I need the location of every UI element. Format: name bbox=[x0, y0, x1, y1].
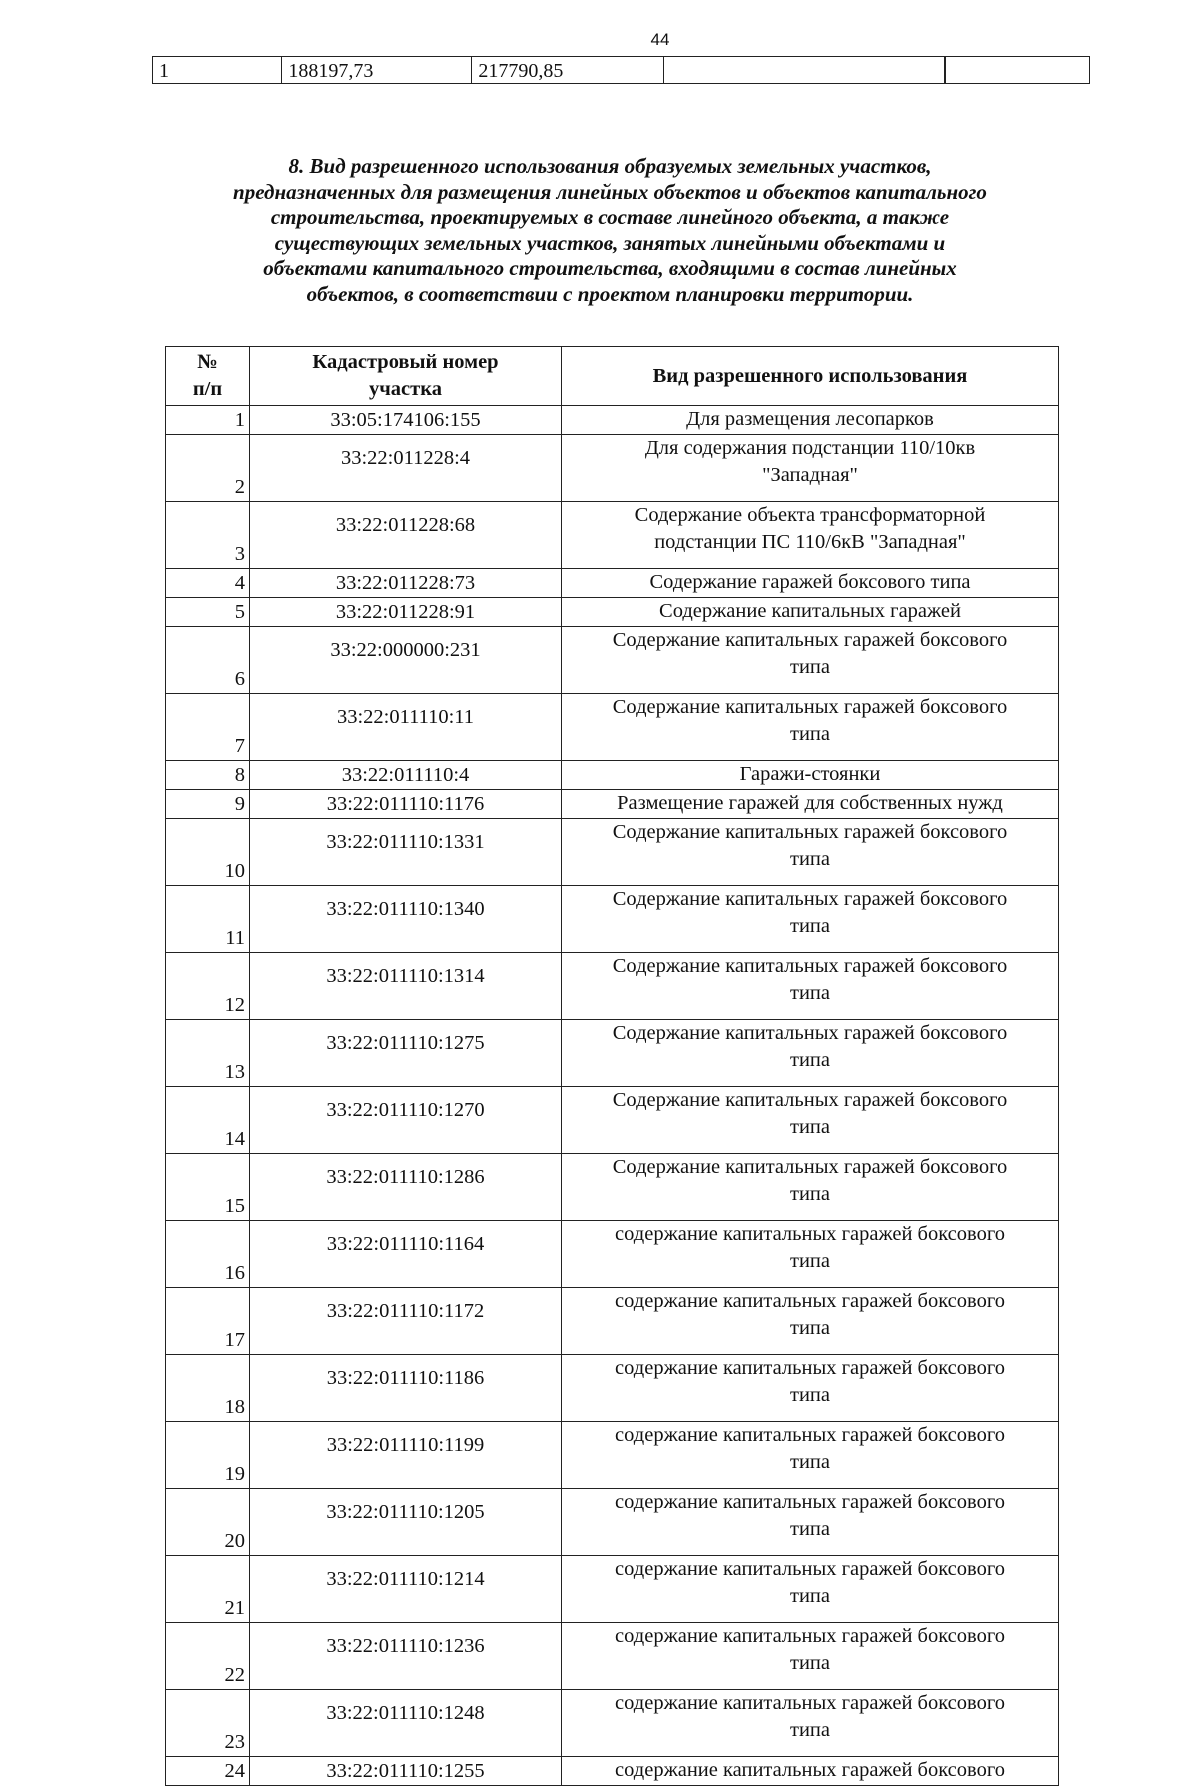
cadastral-number: 33:22:011110:1331 bbox=[250, 819, 562, 886]
table-cell: 188197,73 bbox=[282, 57, 472, 84]
permitted-use-line: подстанции ПС 110/6кВ "Западная" bbox=[654, 531, 966, 553]
permitted-use-line: содержание капитальных гаражей боксового bbox=[615, 1625, 1005, 1647]
permitted-use-line: Содержание капитальных гаражей боксового bbox=[612, 955, 1008, 977]
permitted-use bbox=[562, 1623, 1059, 1690]
permitted-use-line: типа bbox=[790, 723, 830, 745]
permitted-use-line: содержание капитальных гаражей боксового bbox=[615, 1558, 1005, 1580]
row-number: 20 bbox=[166, 1489, 250, 1556]
permitted-use-line: типа bbox=[790, 1183, 830, 1205]
cadastral-number: 33:22:011110:1214 bbox=[250, 1556, 562, 1623]
header-number-line1: № bbox=[197, 351, 218, 373]
continuation-table bbox=[152, 56, 1090, 84]
header-cadastral-line1: Кадастровый номер bbox=[312, 351, 499, 373]
row-number: 13 bbox=[166, 1020, 250, 1087]
cadastral-number: 33:22:011110:4 bbox=[250, 761, 562, 790]
permitted-use bbox=[562, 1489, 1059, 1556]
table-row bbox=[166, 435, 1059, 502]
table-row bbox=[166, 1087, 1059, 1154]
row-number: 6 bbox=[166, 627, 250, 694]
permitted-use-line: содержание капитальных гаражей боксового bbox=[615, 1759, 1005, 1781]
table-body bbox=[166, 406, 1059, 1786]
permitted-use-line: содержание капитальных гаражей боксового bbox=[615, 1290, 1005, 1312]
row-number: 18 bbox=[166, 1355, 250, 1422]
permitted-use bbox=[562, 1690, 1059, 1757]
table-row bbox=[166, 569, 1059, 598]
row-number: 12 bbox=[166, 953, 250, 1020]
table-row bbox=[166, 790, 1059, 819]
permitted-use-line: типа bbox=[790, 1719, 830, 1741]
permitted-use-line: типа bbox=[790, 1317, 830, 1339]
table-row bbox=[166, 761, 1059, 790]
table-row bbox=[166, 1355, 1059, 1422]
cadastral-number: 33:22:011110:1199 bbox=[250, 1422, 562, 1489]
cadastral-number: 33:22:011228:73 bbox=[250, 569, 562, 598]
permitted-use bbox=[562, 406, 1059, 435]
table-row bbox=[166, 1154, 1059, 1221]
permitted-use bbox=[562, 569, 1059, 598]
permitted-use-line: содержание капитальных гаражей боксового bbox=[615, 1223, 1005, 1245]
row-number: 15 bbox=[166, 1154, 250, 1221]
table-row bbox=[166, 1556, 1059, 1623]
table-row bbox=[166, 1623, 1059, 1690]
section-heading bbox=[160, 154, 1060, 307]
permitted-use-line: Содержание капитальных гаражей боксового bbox=[612, 1089, 1008, 1111]
permitted-use-line: содержание капитальных гаражей боксового bbox=[615, 1491, 1005, 1513]
row-number: 10 bbox=[166, 819, 250, 886]
header-use: Вид разрешенного использования bbox=[562, 347, 1059, 406]
table-cell: 1 bbox=[153, 57, 282, 84]
row-number: 1 bbox=[166, 406, 250, 435]
permitted-use bbox=[562, 435, 1059, 502]
page-number: 44 bbox=[650, 30, 670, 49]
table-row bbox=[153, 57, 1090, 84]
table-row bbox=[166, 1489, 1059, 1556]
table-row bbox=[166, 1757, 1059, 1786]
permitted-use bbox=[562, 1020, 1059, 1087]
header-number-line2: п/п bbox=[192, 378, 223, 400]
header-number bbox=[166, 347, 250, 406]
permitted-use-line: содержание капитальных гаражей боксового bbox=[615, 1357, 1005, 1379]
row-number: 21 bbox=[166, 1556, 250, 1623]
cadastral-number: 33:22:011110:11 bbox=[250, 694, 562, 761]
permitted-use-line: типа bbox=[790, 982, 830, 1004]
table-row bbox=[166, 502, 1059, 569]
cadastral-number: 33:22:011228:68 bbox=[250, 502, 562, 569]
permitted-use-line: типа bbox=[790, 1585, 830, 1607]
permitted-use bbox=[562, 1087, 1059, 1154]
cadastral-number: 33:22:011110:1275 bbox=[250, 1020, 562, 1087]
permitted-use-line: Содержание капитальных гаражей боксового bbox=[612, 629, 1008, 651]
cadastral-number: 33:22:011110:1255 bbox=[250, 1757, 562, 1786]
row-number: 17 bbox=[166, 1288, 250, 1355]
permitted-use-line: Содержание капитальных гаражей боксового bbox=[612, 696, 1008, 718]
row-number: 5 bbox=[166, 598, 250, 627]
permitted-use bbox=[562, 1757, 1059, 1786]
permitted-use bbox=[562, 1221, 1059, 1288]
land-use-table bbox=[165, 346, 1059, 1786]
permitted-use-line: Для содержания подстанции 110/10кв bbox=[644, 437, 976, 459]
row-number: 8 bbox=[166, 761, 250, 790]
permitted-use bbox=[562, 627, 1059, 694]
row-number: 16 bbox=[166, 1221, 250, 1288]
permitted-use bbox=[562, 694, 1059, 761]
table-row bbox=[166, 1422, 1059, 1489]
permitted-use-line: типа bbox=[790, 1250, 830, 1272]
permitted-use-line: Для размещения лесопарков bbox=[686, 408, 934, 430]
permitted-use-line: типа bbox=[790, 915, 830, 937]
permitted-use-line: типа bbox=[790, 1384, 830, 1406]
cadastral-number: 33:22:011110:1205 bbox=[250, 1489, 562, 1556]
table-row bbox=[166, 406, 1059, 435]
table-row bbox=[166, 1221, 1059, 1288]
cadastral-number: 33:22:011110:1236 bbox=[250, 1623, 562, 1690]
row-number: 19 bbox=[166, 1422, 250, 1489]
permitted-use bbox=[562, 502, 1059, 569]
cadastral-number: 33:22:011110:1248 bbox=[250, 1690, 562, 1757]
permitted-use-line: Содержание капитальных гаражей боксового bbox=[612, 821, 1008, 843]
permitted-use-line: Содержание капитальных гаражей боксового bbox=[612, 1022, 1008, 1044]
table-cell bbox=[664, 57, 945, 84]
permitted-use-line: Содержание гаражей боксового типа bbox=[649, 571, 971, 593]
permitted-use-line: содержание капитальных гаражей боксового bbox=[615, 1692, 1005, 1714]
cadastral-number: 33:22:011110:1340 bbox=[250, 886, 562, 953]
permitted-use-line: Содержание капитальных гаражей боксового bbox=[612, 1156, 1008, 1178]
cadastral-number: 33:22:000000:231 bbox=[250, 627, 562, 694]
permitted-use bbox=[562, 953, 1059, 1020]
permitted-use-line: содержание капитальных гаражей боксового bbox=[615, 1424, 1005, 1446]
permitted-use-line: Содержание капитальных гаражей bbox=[659, 600, 961, 622]
permitted-use bbox=[562, 761, 1059, 790]
table-row bbox=[166, 1690, 1059, 1757]
row-number: 22 bbox=[166, 1623, 250, 1690]
permitted-use bbox=[562, 886, 1059, 953]
cadastral-number: 33:22:011110:1172 bbox=[250, 1288, 562, 1355]
row-number: 7 bbox=[166, 694, 250, 761]
table-row bbox=[166, 627, 1059, 694]
table-row bbox=[166, 1288, 1059, 1355]
permitted-use-line: типа bbox=[790, 848, 830, 870]
permitted-use bbox=[562, 1154, 1059, 1221]
cadastral-number: 33:22:011228:4 bbox=[250, 435, 562, 502]
cadastral-number: 33:22:011110:1176 bbox=[250, 790, 562, 819]
permitted-use bbox=[562, 1355, 1059, 1422]
permitted-use-line: типа bbox=[790, 1652, 830, 1674]
permitted-use-line: типа bbox=[790, 1049, 830, 1071]
table-row bbox=[166, 694, 1059, 761]
table-cell bbox=[946, 57, 1090, 84]
row-number: 9 bbox=[166, 790, 250, 819]
permitted-use bbox=[562, 1288, 1059, 1355]
permitted-use bbox=[562, 790, 1059, 819]
heading-line: 8. Вид разрешенного использования образуемых земельных участков, bbox=[288, 154, 932, 178]
permitted-use-line: "Западная" bbox=[762, 464, 858, 486]
row-number: 2 bbox=[166, 435, 250, 502]
table-row bbox=[166, 1020, 1059, 1087]
permitted-use-line: Содержание капитальных гаражей боксового bbox=[612, 888, 1008, 910]
cadastral-number: 33:05:174106:155 bbox=[250, 406, 562, 435]
permitted-use-line: Размещение гаражей для собственных нужд bbox=[617, 792, 1003, 814]
cadastral-number: 33:22:011228:91 bbox=[250, 598, 562, 627]
row-number: 14 bbox=[166, 1087, 250, 1154]
permitted-use bbox=[562, 1556, 1059, 1623]
heading-line: предназначенных для размещения линейных объектов и объектов капитального bbox=[233, 179, 987, 204]
row-number: 11 bbox=[166, 886, 250, 953]
table-row bbox=[166, 598, 1059, 627]
row-number: 4 bbox=[166, 569, 250, 598]
header-cadastral bbox=[250, 347, 562, 406]
cadastral-number: 33:22:011110:1270 bbox=[250, 1087, 562, 1154]
heading-line: объектами капитального строительства, входящими в состав линейных bbox=[263, 256, 957, 280]
permitted-use bbox=[562, 819, 1059, 886]
permitted-use-line: типа bbox=[790, 1451, 830, 1473]
table-cell: 217790,85 bbox=[472, 57, 664, 84]
permitted-use-line: типа bbox=[790, 1518, 830, 1540]
permitted-use-line: Содержание объекта трансформаторной bbox=[634, 504, 986, 526]
heading-line: существующих земельных участков, занятых линейными объектами и bbox=[274, 230, 946, 255]
heading-line: строительства, проектируемых в составе линейного объекта, а также bbox=[270, 205, 950, 229]
cadastral-number: 33:22:011110:1164 bbox=[250, 1221, 562, 1288]
cadastral-number: 33:22:011110:1186 bbox=[250, 1355, 562, 1422]
cadastral-number: 33:22:011110:1314 bbox=[250, 953, 562, 1020]
permitted-use bbox=[562, 1422, 1059, 1489]
permitted-use-line: типа bbox=[790, 656, 830, 678]
permitted-use-line: типа bbox=[790, 1116, 830, 1138]
permitted-use-line: Гаражи-стоянки bbox=[739, 763, 881, 785]
row-number: 24 bbox=[166, 1757, 250, 1786]
table-row bbox=[166, 819, 1059, 886]
table-header-row bbox=[166, 347, 1059, 406]
row-number: 3 bbox=[166, 502, 250, 569]
heading-line: объектов, в соответствии с проектом планировки территории. bbox=[306, 281, 914, 306]
cadastral-number: 33:22:011110:1286 bbox=[250, 1154, 562, 1221]
table-row bbox=[166, 886, 1059, 953]
header-cadastral-line2: участка bbox=[369, 378, 442, 400]
table-row bbox=[166, 953, 1059, 1020]
permitted-use bbox=[562, 598, 1059, 627]
row-number: 23 bbox=[166, 1690, 250, 1757]
